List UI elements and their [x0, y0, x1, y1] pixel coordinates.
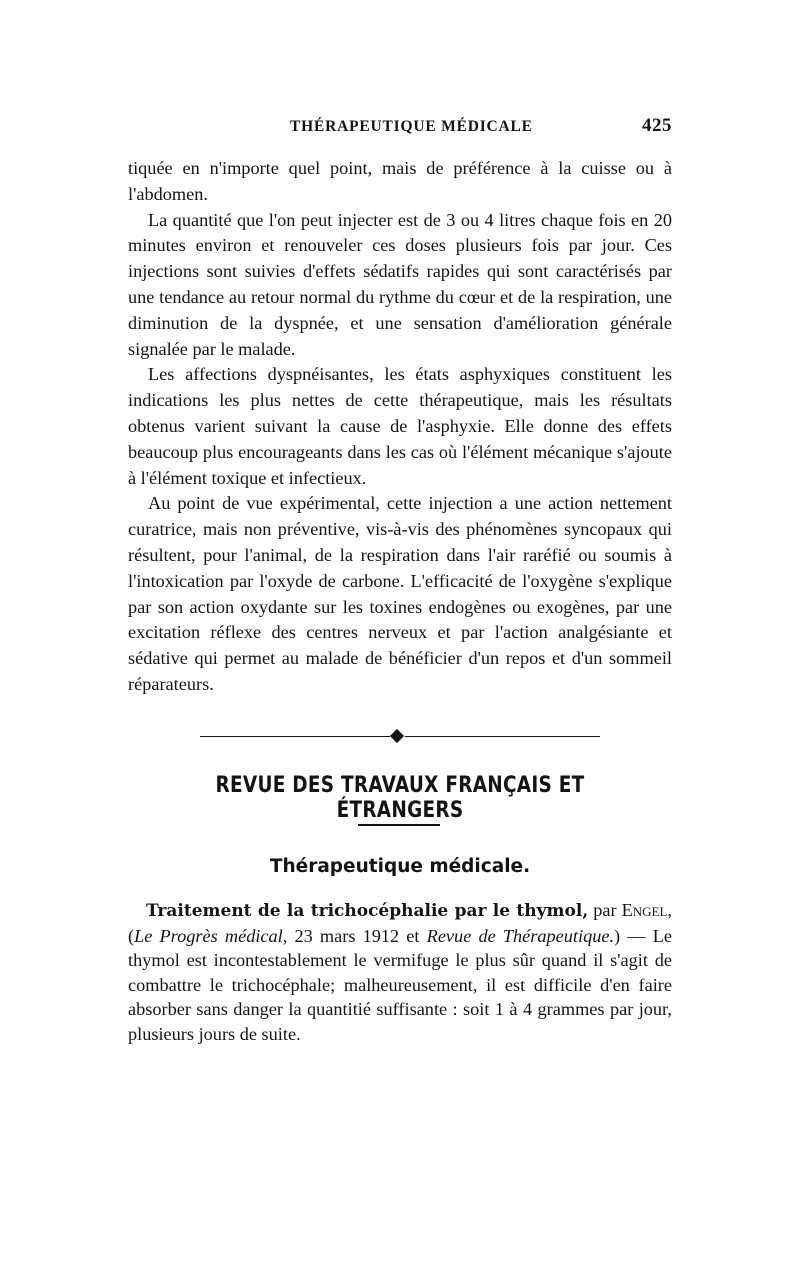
paragraph: La quantité que l'on peut injecter est de 3 ou 4 litres chaque fois en 20 minutes environ et renouveler ces doses plusieurs fois par jour. Ces injections sont suivies d'effets sédatifs rapides qui sont caractérisés par une tendance au retour normal du rythme du cœur et de la respiration, une diminution de la dyspnée, et une sensation d'amélioration générale signalée par le malade.: [128, 209, 672, 359]
separator-line-right: [405, 736, 600, 737]
body-text: [128, 156, 672, 698]
subsection-title: Thérapeutique médicale.: [269, 856, 531, 877]
ref-open: (: [128, 925, 135, 946]
section-rule: [358, 824, 440, 826]
journal-name: Le Progrès médical,: [134, 925, 288, 946]
paragraph: tiquée en n'importe quel point, mais de préférence à la cuisse ou à l'abdomen.: [128, 158, 672, 204]
article-text: Le thymol est incontestablement le vermifuge le plus sûr quand il s'agit de combattre le trichocéphale; malheureusement, il est difficile d'en faire absorber sans danger la quantitié suffisante : soit 1 à 4 grammes par jour, plusieurs jours de suite.: [128, 925, 672, 1044]
article-date: 23 mars 1912 et: [294, 925, 420, 946]
article-by: par: [593, 900, 617, 920]
article-title: Traitement de la trichocéphalie par le thymol,: [146, 901, 589, 921]
running-title: THÉRAPEUTIQUE MÉDICALE: [290, 118, 533, 135]
article-paragraph: [128, 898, 672, 1047]
paragraph: Au point de vue expérimental, cette injection a une action nettement curatrice, mais non préventive, vis-à-vis des phénomènes syncopaux qui résultent, pour l'animal, de la respiration dans l'air raréfié ou soumis à l'intoxication par l'oxyde de carbone. L'efficacité de l'oxygène s'explique par son action oxydante sur les toxines endogènes ou exogènes, par une excitation réflexe des centres nerveux et par l'action analgésiante et sédative qui permet au malade de bénéficier d'un repos et d'un sommeil réparateurs.: [128, 493, 672, 694]
diamond-ornament-icon: [390, 729, 404, 743]
running-head: [128, 115, 672, 142]
separator-line-left: [200, 736, 390, 737]
paragraph: Les affections dyspnéisantes, les états asphyxiques constituent les indications les plus nettes de cette thérapeutique, mais les résultats obtenus varient suivant la cause de l'asphyxie. Elle donne des effets beaucoup plus encourageants dans les cas où l'élément mécanique s'ajoute à l'élément toxique et infectieux.: [128, 364, 672, 488]
article: [128, 898, 672, 1047]
ornamental-separator: [200, 729, 600, 745]
article-author: Engel,: [621, 900, 673, 920]
section-title: REVUE DES TRAVAUX FRANÇAIS ET ÉTRANGERS: [215, 773, 585, 823]
ref-close: ) —: [614, 925, 646, 946]
journal-name: Revue de Thérapeutique.: [426, 925, 615, 946]
page-number: 425: [642, 115, 672, 136]
